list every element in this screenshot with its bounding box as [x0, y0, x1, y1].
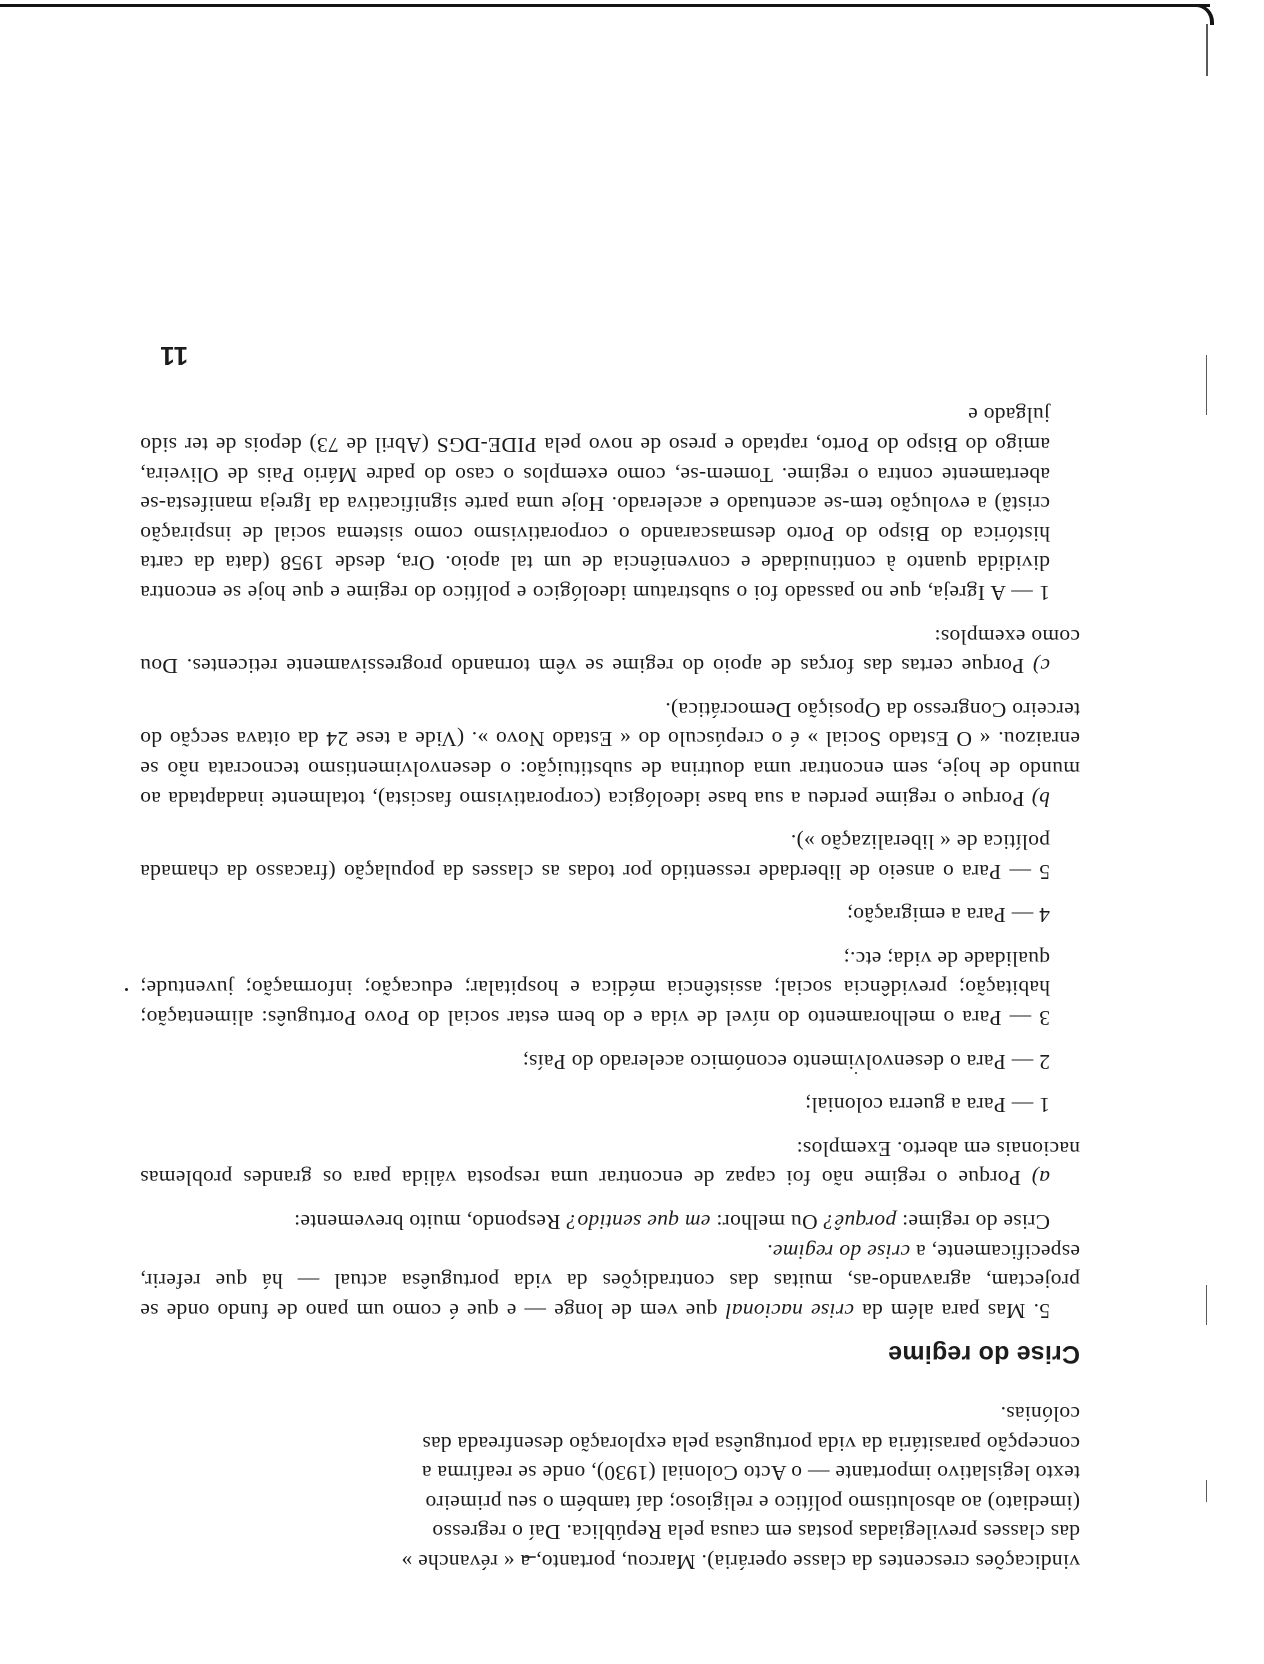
text-line: vindicações crescentes da classe operária). Marcou, portanto, a « révanche » — [401, 1550, 1080, 1574]
section-5-paragraph — [140, 1236, 1080, 1325]
point-letter: b) — [1031, 786, 1050, 811]
section-number: 5. — [1033, 1298, 1050, 1323]
point-c-paragraph — [140, 621, 1080, 680]
text-line: (imediato) ao absolutismo político e religioso; daí também o seu primeiro — [425, 1490, 1080, 1515]
text-span: Ou melhor: — [710, 1210, 824, 1235]
text-span: Porque o regime perdeu a sua base ideológica (corporativismo fascista), totalmente inadaptada ao mundo de hoje, sem encontrar uma doutrina de substituição: o desenvolvimentismo tecnocrata não se enraizou. « O Estado Social » é o crepúsculo do « Estado Novo ». (Vide a tese 24 da oitava secção do terceiro Congresso da Oposição Democrática). — [140, 697, 1080, 811]
top-paragraph — [140, 1398, 1080, 1576]
page-corner-curl — [1188, 4, 1214, 25]
section-heading: Crise do regime — [888, 1340, 1080, 1369]
example-item: 1 — Para a guerra colonial; — [804, 1093, 1050, 1118]
rotated-page-content — [140, 312, 1080, 1576]
text-span: Respondo, muito brevemente: — [293, 1210, 567, 1235]
right-edge-mark — [1206, 24, 1208, 76]
right-edge-mark — [1206, 1285, 1207, 1325]
text-line: das classes previlegiadas postas em causa pela República. Daí o regresso — [432, 1520, 1080, 1545]
page-number: 11 — [160, 340, 189, 371]
point-c-item-1: 1 — A Igreja, que no passado foi o substratum ideológico e político do regime e que hoje se encontra dividida quanto à continuidade e conveniência de um tal apoio. Ora, desde 1958 (data da carta histórica do Bispo do Porto desmascarando o corporativismo como sistema social de inspiração cristã) a evolução tem-se acentuado e acelerado. Hoje uma parte significativa da Igreja manifesta-se abertamente contra o regime. Tomem-se, como exemplos o caso do padre Mário Pais de Oliveira, amigo do Bispo do Porto, raptado e preso de novo pela PIDE-DGS (Abril de 73) depois de ter sido julgado e — [140, 403, 1050, 605]
text-span: Mas para além da — [854, 1298, 1034, 1323]
example-item: 3 — Para o melhoramento do nível de vida e do bem estar social do Povo Português: alimentação; habitação; previdência social; assistência médica e hospitalar; educação; informação; juventude; qualidade de vida; etc.; — [140, 946, 1050, 1031]
example-item: 5 — Para o anseio de liberdade ressentido por todas as classes da população (fracasso da chamada política de « liberalização »). — [140, 830, 1050, 884]
example-item: 4 — Para a emigração; — [846, 903, 1050, 928]
scan-speck — [125, 988, 128, 991]
text-line: colónias. — [1000, 1402, 1080, 1427]
text-span: Crise do regime: — [896, 1210, 1050, 1235]
example-item: 2 — Para o desenvolvimento económico acelerado do País; — [522, 1049, 1050, 1074]
point-a-paragraph — [140, 1133, 1080, 1192]
text-span: Porque certas das forças de apoio do regime se vêm tornando progressivamente reticentes. Dou como exemplos: — [140, 624, 1080, 679]
emphasis-text: crise nacional — [725, 1298, 855, 1323]
right-edge-mark — [1206, 355, 1207, 415]
text-line: texto legislativo importante — o Acto Colonial (1930), onde se reafirma a — [421, 1461, 1080, 1486]
text-span: Porque o regime não foi capaz de encontrar uma resposta válida para os grandes problemas nacionais em aberto. Exemplos: — [140, 1136, 1080, 1191]
text-span: . — [767, 1239, 773, 1264]
emphasis-text: porquê? — [823, 1210, 897, 1235]
point-letter: c) — [1032, 654, 1050, 679]
text-line: concepção parasitária da vida portuguêsa pela exploração desenfreada das — [422, 1431, 1080, 1456]
crise-question-paragraph — [140, 1206, 1080, 1236]
point-letter: a) — [1031, 1166, 1050, 1191]
point-b-paragraph — [140, 694, 1080, 812]
emphasis-text: em que sentido? — [566, 1210, 711, 1235]
right-edge-mark — [1206, 1480, 1207, 1502]
text-span: que vem de longe — e que é como um pano de fundo onde se projectam, agravando-as, muitas das contradições da vida portuguêsa actual — há que referir, especificamente, a — [140, 1239, 1080, 1323]
top-border-line — [0, 4, 1210, 7]
emphasis-text: crise do regime — [772, 1239, 911, 1264]
